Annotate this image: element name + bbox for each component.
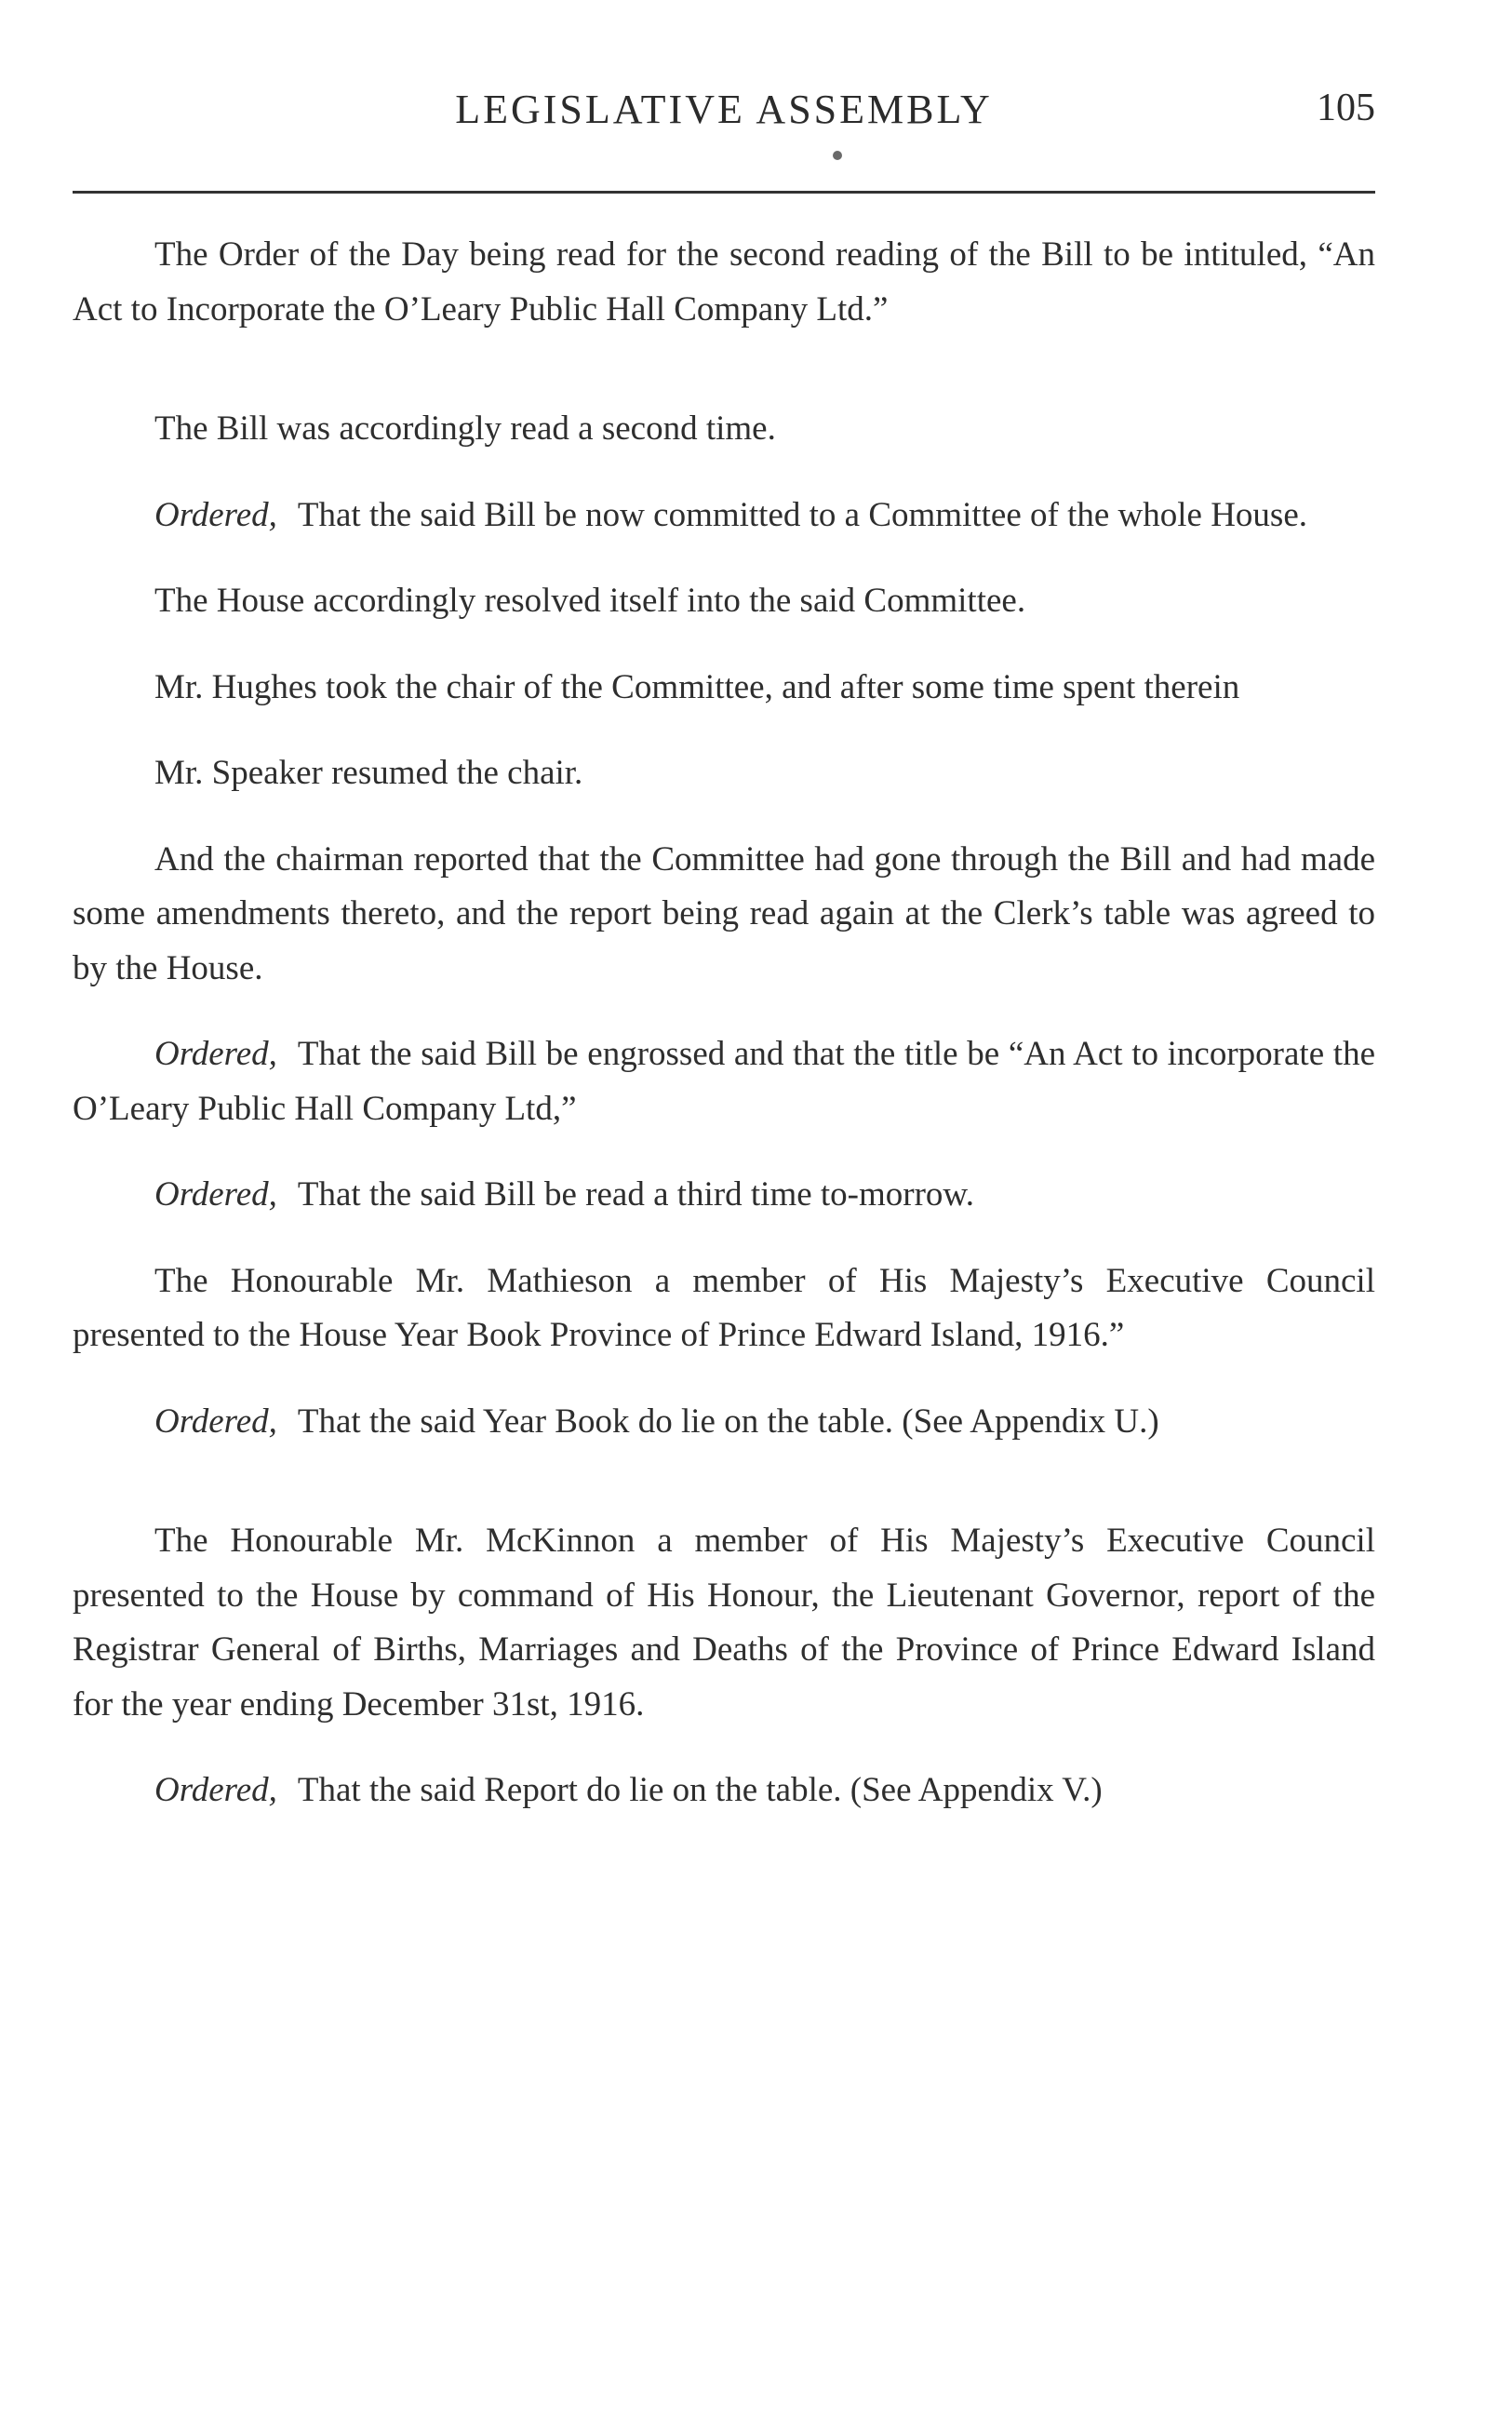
- paragraph-text: The Honourable Mr. Mathieson a member of His Majesty’s Executive Council presented to the House Year Book Province of Prince Edward Island, 1916.”: [73, 1261, 1375, 1354]
- paragraph-text: Mr. Hughes took the chair of the Committee, and after some time spent therein: [154, 667, 1240, 706]
- ordered-label: Ordered,: [154, 1035, 277, 1073]
- paragraph-text: The Bill was accordingly read a second time.: [154, 409, 776, 448]
- paragraph-text: The House accordingly resolved itself into the said Committee.: [154, 582, 1026, 620]
- paragraph-text: That the said Report do lie on the table. (See Appendix V.): [297, 1771, 1103, 1809]
- header-dot-ornament: [833, 151, 842, 160]
- paragraph-ordered-report: [73, 1764, 1375, 1818]
- header-rule: [73, 191, 1375, 194]
- paragraph-mathieson-year-book: [73, 1254, 1375, 1363]
- paragraph-read-second-time: [73, 402, 1375, 457]
- paragraph-mckinnon-report: [73, 1514, 1375, 1732]
- paragraph-text: That the said Bill be engrossed and that the title be “An Act to incorporate the O’Leary Public Hall Company Ltd,”: [73, 1035, 1375, 1128]
- paragraph-speaker-resumed: [73, 746, 1375, 801]
- ordered-label: Ordered,: [154, 1402, 277, 1441]
- ordered-label: Ordered,: [154, 1175, 277, 1214]
- paragraph-chairman-reported: [73, 833, 1375, 997]
- paragraph-second-reading: [73, 228, 1375, 337]
- paragraph-text: Mr. Speaker resumed the chair.: [154, 754, 583, 792]
- paragraph-text: And the chairman reported that the Committee had gone through the Bill and had made some amendments thereto, and the report being read again at the Clerk’s table was agreed to by the House.: [73, 839, 1375, 987]
- paragraph-text: That the said Bill be now committed to a Committee of the whole House.: [297, 495, 1307, 534]
- running-head: [73, 86, 1375, 160]
- paragraph-house-resolved: [73, 574, 1375, 629]
- paragraph-text: The Order of the Day being read for the second reading of the Bill to be intituled, “An Act to Incorporate the O’Leary Public Hall Company Ltd.”: [73, 235, 1375, 329]
- ordered-label: Ordered,: [154, 1771, 277, 1809]
- paragraph-text: The Honourable Mr. McKinnon a member of His Majesty’s Executive Council presented to the House by command of His Honour, the Lieutenant Governor, report of the Registrar General of Births, Marriages and Deaths of the Province of Prince Edward Island for the year ending December 31st, 1916.: [73, 1522, 1375, 1724]
- paragraph-ordered-engrossed: [73, 1027, 1375, 1136]
- running-title: LEGISLATIVE ASSEMBLY: [455, 87, 993, 132]
- paragraph-ordered-committed: [73, 489, 1375, 543]
- paragraph-hughes-chair: [73, 661, 1375, 716]
- ordered-label: Ordered,: [154, 495, 277, 534]
- body-text: [73, 228, 1375, 1850]
- page-number: 105: [1317, 87, 1375, 129]
- paragraph-ordered-third-reading: [73, 1168, 1375, 1223]
- paragraph-text: That the said Bill be read a third time to-morrow.: [297, 1175, 974, 1214]
- paragraph-ordered-year-book: [73, 1395, 1375, 1450]
- paragraph-text: That the said Year Book do lie on the table. (See Appendix U.): [297, 1402, 1159, 1441]
